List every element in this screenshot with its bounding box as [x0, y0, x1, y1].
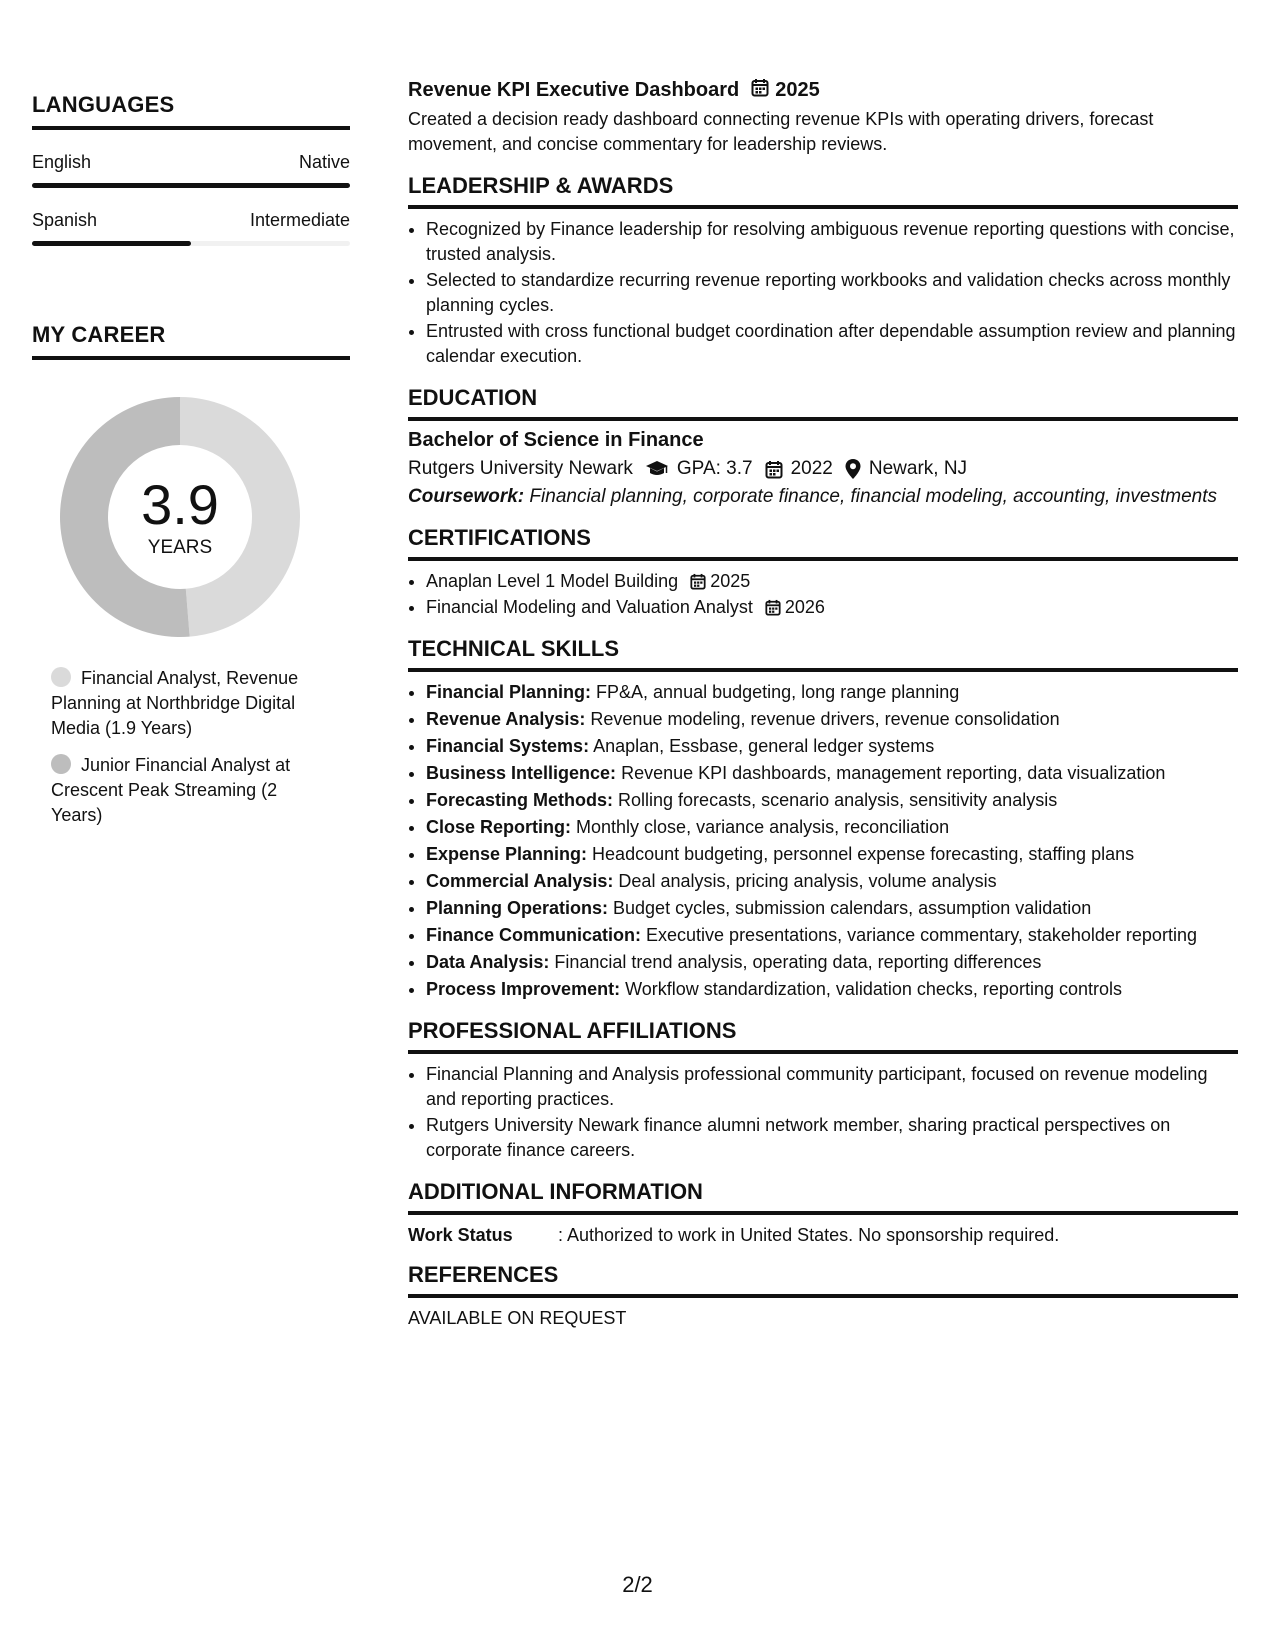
right-column	[408, 78, 1238, 1329]
leadership-list	[408, 217, 1238, 369]
page-number: 2/2	[622, 1572, 653, 1597]
career-total-unit: YEARS	[147, 537, 213, 558]
education-gpa: GPA: 3.7	[676, 458, 753, 479]
affiliations-title: PROFESSIONAL AFFILIATIONS	[408, 1018, 1238, 1054]
additional-info-title: ADDITIONAL INFORMATION	[408, 1179, 1238, 1215]
list-item	[426, 680, 1238, 705]
list-item: • Selected to standardize recurring revenue reporting workbooks and validation checks across monthly planning cycles.	[426, 268, 1238, 318]
education-section	[408, 385, 1238, 509]
certification-name: • Financial Modeling and Valuation Analyst	[426, 597, 753, 617]
skill-value: Rolling forecasts, scenario analysis, sensitivity analysis	[613, 790, 1058, 810]
list-item	[426, 815, 1238, 840]
leadership-title: LEADERSHIP & AWARDS	[408, 173, 1238, 209]
calendar-icon	[690, 573, 706, 590]
language-proficiency-bar	[32, 241, 350, 246]
skill-value: Revenue modeling, revenue drivers, revenue consolidation	[585, 709, 1060, 729]
career-legend-label: Financial Analyst, Revenue Planning at Northbridge Digital Media (1.9 Years)	[51, 668, 299, 738]
list-item: • Recognized by Finance leadership for resolving ambiguous revenue reporting questions with concise, trusted analysis.	[426, 217, 1238, 267]
language-name: Spanish	[32, 210, 98, 230]
career-legend-label: Junior Financial Analyst at Crescent Peak Streaming (2 Years)	[51, 755, 291, 825]
language-proficiency-fill	[32, 241, 191, 246]
certification-name: • Anaplan Level 1 Model Building	[426, 571, 679, 591]
graduation-cap-icon	[645, 460, 669, 478]
skill-label: Finance Communication:	[426, 925, 642, 945]
list-item	[426, 869, 1238, 894]
language-name: English	[32, 152, 92, 172]
career-total-value: 3.9	[141, 473, 219, 536]
skill-label: Process Improvement:	[426, 979, 621, 999]
skill-label: Planning Operations:	[426, 898, 609, 918]
language-item	[32, 152, 350, 188]
skills-title: TECHNICAL SKILLS	[408, 636, 1238, 672]
list-item	[426, 950, 1238, 975]
list-item	[426, 788, 1238, 813]
skill-label: Financial Planning:	[426, 682, 592, 702]
career-donut-chart	[57, 394, 303, 640]
career-section	[32, 322, 350, 828]
education-school: Rutgers University Newark	[408, 458, 633, 479]
language-proficiency-bar	[32, 183, 350, 188]
skill-label: Close Reporting:	[426, 817, 572, 837]
languages-section	[32, 92, 350, 246]
project-description: Created a decision ready dashboard connecting revenue KPIs with operating drivers, forecast movement, and concise commentary for leadership reviews.	[408, 109, 1154, 154]
skill-label: Commercial Analysis:	[426, 871, 614, 891]
skill-value: Executive presentations, variance commentary, stakeholder reporting	[641, 925, 1197, 945]
education-coursework	[408, 484, 1238, 509]
language-level: Intermediate	[249, 210, 350, 230]
education-year: 2022	[790, 458, 833, 479]
certification-year: 2026	[784, 597, 825, 617]
list-item	[426, 842, 1238, 867]
skill-label: Forecasting Methods:	[426, 790, 614, 810]
references-title: REFERENCES	[408, 1262, 1238, 1298]
career-legend-item	[51, 666, 321, 741]
calendar-icon	[765, 460, 783, 479]
list-item: • Rutgers University Newark finance alumni network member, sharing practical perspectives on corporate finance careers.	[426, 1113, 1238, 1163]
skill-value: Workflow standardization, validation checks, reporting controls	[620, 979, 1122, 999]
work-status-label: Work Status	[408, 1225, 513, 1245]
skill-value: Financial trend analysis, operating data, reporting differences	[549, 952, 1042, 972]
references-text: AVAILABLE ON REQUEST	[408, 1308, 627, 1328]
coursework-text: Financial planning, corporate finance, financial modeling, accounting, investments	[524, 486, 1217, 507]
education-degree: Bachelor of Science in Finance	[408, 429, 704, 451]
education-title: EDUCATION	[408, 385, 1238, 421]
skill-label: Financial Systems:	[426, 736, 590, 756]
list-item	[426, 707, 1238, 732]
affiliations-list	[408, 1062, 1238, 1163]
project-entry	[408, 78, 1238, 157]
career-legend	[51, 666, 321, 828]
skill-label: Business Intelligence:	[426, 763, 617, 783]
list-item	[426, 761, 1238, 786]
list-item	[426, 977, 1238, 1002]
languages-title: LANGUAGES	[32, 92, 350, 130]
certification-year: 2025	[710, 571, 751, 591]
additional-info-section	[408, 1179, 1238, 1246]
language-proficiency-fill	[32, 183, 350, 188]
language-level: Native	[298, 152, 350, 172]
skill-value: Revenue KPI dashboards, management reporting, data visualization	[616, 763, 1166, 783]
skill-value: Monthly close, variance analysis, reconciliation	[571, 817, 950, 837]
affiliations-section	[408, 1018, 1238, 1163]
list-item: • Financial Planning and Analysis professional community participant, focused on revenue modeling and reporting practices.	[426, 1062, 1238, 1112]
legend-dot-icon	[51, 754, 71, 774]
career-title: MY CAREER	[32, 322, 350, 360]
skill-value: FP&A, annual budgeting, long range planning	[591, 682, 960, 702]
list-item	[426, 896, 1238, 921]
skills-section	[408, 636, 1238, 1002]
skills-list	[408, 680, 1238, 1002]
legend-dot-icon	[51, 667, 71, 687]
certifications-section	[408, 525, 1238, 620]
references-section	[408, 1262, 1238, 1329]
skill-value: Headcount budgeting, personnel expense forecasting, staffing plans	[587, 844, 1135, 864]
certifications-list	[408, 569, 1238, 620]
left-column	[32, 92, 350, 840]
skill-value: Deal analysis, pricing analysis, volume analysis	[613, 871, 997, 891]
calendar-icon	[765, 599, 781, 616]
calendar-icon	[751, 78, 769, 103]
education-location: Newark, NJ	[868, 458, 968, 479]
coursework-label: Coursework:	[408, 486, 525, 507]
project-year: 2025	[775, 79, 820, 101]
skill-value: Anaplan, Essbase, general ledger systems	[589, 736, 935, 756]
skill-value: Budget cycles, submission calendars, assumption validation	[608, 898, 1092, 918]
certifications-title: CERTIFICATIONS	[408, 525, 1238, 561]
skill-label: Data Analysis:	[426, 952, 550, 972]
skill-label: Revenue Analysis:	[426, 709, 586, 729]
language-item	[32, 210, 350, 246]
location-pin-icon	[845, 459, 861, 479]
work-status-value: : Authorized to work in United States. No sponsorship required.	[558, 1225, 1060, 1245]
list-item	[426, 569, 1238, 594]
career-legend-item	[51, 753, 321, 828]
list-item	[426, 595, 1238, 620]
leadership-section	[408, 173, 1238, 369]
skill-label: Expense Planning:	[426, 844, 588, 864]
project-title: Revenue KPI Executive Dashboard	[408, 79, 740, 101]
list-item	[426, 923, 1238, 948]
list-item	[426, 734, 1238, 759]
list-item: • Entrusted with cross functional budget coordination after dependable assumption review and planning calendar execution.	[426, 319, 1238, 369]
